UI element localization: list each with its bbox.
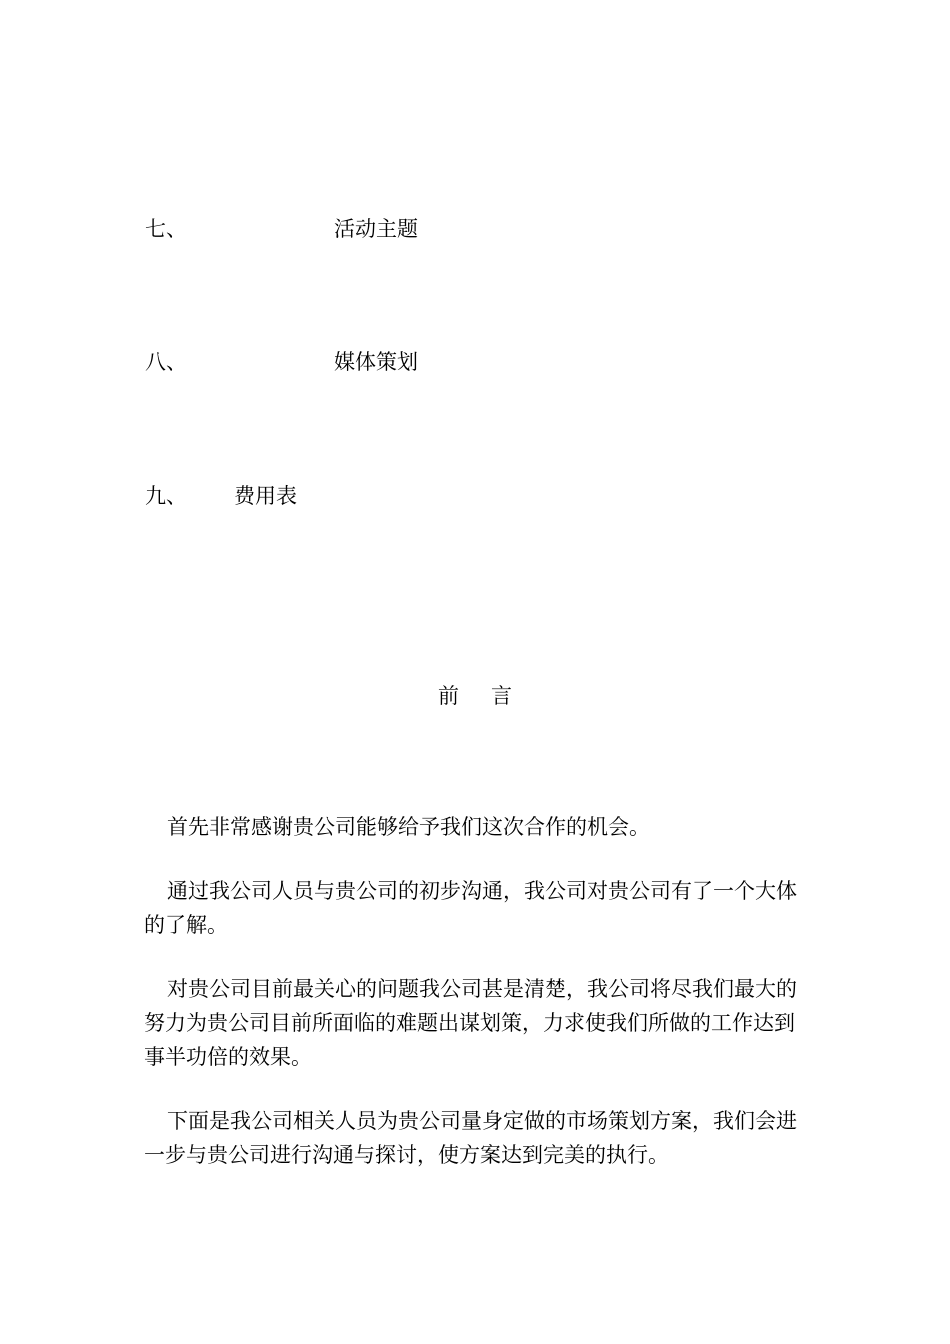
preface-body — [144, 810, 806, 1202]
preface-heading — [0, 681, 950, 711]
preface-heading-second-char: 言 — [491, 684, 512, 708]
preface-paragraph-1: 首先非常感谢贵公司能够给予我们这次合作的机会。 — [167, 815, 650, 839]
preface-paragraph-3: 对贵公司目前最关心的问题我公司甚是清楚，我公司将尽我们最大的努力为贵公司目前所面临的难题出谋划策，力求使我们所做的工作达到事半功倍的效果。 — [144, 977, 797, 1069]
toc-item-title: 媒体策划 — [334, 350, 418, 374]
toc-item-number: 七、 — [145, 217, 187, 241]
toc-item-title: 活动主题 — [334, 217, 418, 241]
toc-item-number: 八、 — [145, 350, 187, 374]
toc-item-number: 九、 — [145, 484, 187, 508]
preface-heading-first-char: 前 — [438, 684, 459, 708]
preface-paragraph-2: 通过我公司人员与贵公司的初步沟通，我公司对贵公司有了一个大体的了解。 — [144, 879, 797, 937]
preface-paragraph-4: 下面是我公司相关人员为贵公司量身定做的市场策划方案，我们会进一步与贵公司进行沟通与探讨，使方案达到完美的执行。 — [144, 1109, 797, 1167]
toc-item-title: 费用表 — [234, 484, 297, 508]
